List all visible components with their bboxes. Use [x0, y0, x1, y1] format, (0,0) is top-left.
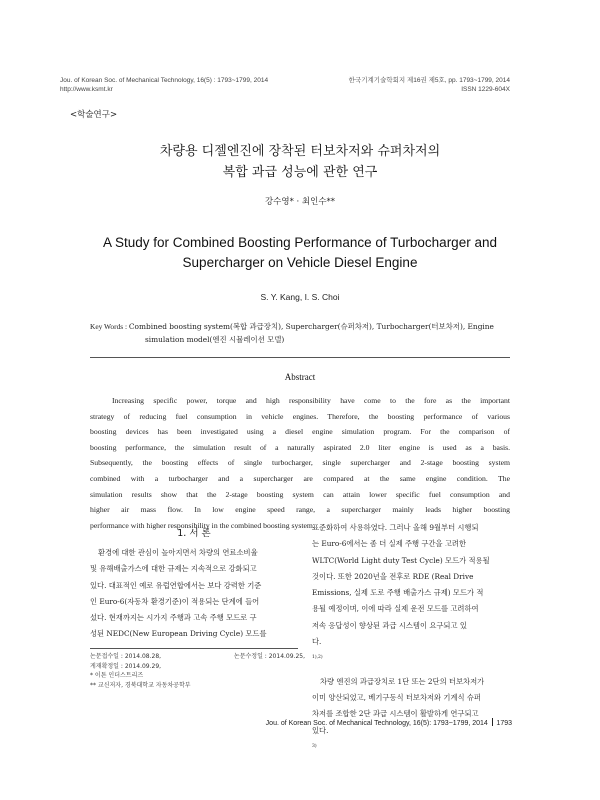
abstract-line: strategy of reducing fuel consumption in vehicle engines. Therefore, the boosting performance of various — [90, 411, 510, 421]
footnote-dates-row — [90, 652, 305, 662]
keywords-text-1: Combined boosting system(복합 과급장치), Supercharger(슈퍼차저), Turbocharger(터보차저), Engine — [128, 322, 494, 331]
keywords-label: Key Words : — [90, 322, 129, 331]
body-line: WLTC(World Light duty Test Cycle) 모드가 적용될 — [312, 555, 490, 565]
english-title — [0, 233, 600, 273]
body-line — [312, 634, 512, 668]
english-title-line1: A Study for Combined Boosting Performance of Turbocharger and — [103, 235, 497, 250]
abstract-line: combined with a turbocharger and a supercharger are compared at the same engine condition. The — [90, 473, 510, 483]
page-number: 1793 — [496, 720, 512, 727]
body-line: 성된 NEDC(New European Driving Cycle) 모드를 — [90, 629, 267, 639]
abstract-line: Subsequently, the boosting effects of single turbocharger, single supercharger and 2-stage boosting system — [90, 458, 510, 468]
body-line: Emissions, 실제 도로 주행 배출가스 규제) 모드가 적 — [312, 588, 484, 598]
body-line: 있다. 대표적인 예로 유럽연합에서는 보다 강력한 기준 — [90, 580, 262, 590]
section-title: 1. 서 론 — [177, 528, 211, 539]
revised-date: 논문수정일 : 2014.09.25, — [233, 653, 305, 660]
footnote-divider — [90, 648, 298, 649]
journal-url[interactable]: http://www.ksmt.kr — [60, 86, 113, 93]
author1-affiliation: * 이튼 인더스트리즈 — [90, 672, 144, 680]
body-line: 환경에 대한 관심이 높아지면서 차량의 연료소비율 — [98, 548, 258, 557]
abstract-body — [90, 393, 510, 533]
body-line: 이미 양산되었고, 베기구동식 터보차저와 기계식 슈퍼 — [312, 692, 481, 702]
abstract-line: simulation results show that the 2-stage boosting system can attain lower specific fuel consumption and — [90, 489, 510, 499]
body-line: 차저를 조합한 2단 과급 시스템이 활발하게 연구되고 — [312, 709, 479, 719]
keywords-line2: simulation model(엔진 시뮬레이션 모델) — [145, 335, 285, 344]
body-line: 것이다. 또한 2020년을 전후로 RDE (Real Drive — [312, 571, 474, 581]
korean-title — [0, 141, 600, 183]
body-line: 인 Euro-6(자동차 환경기준)이 적용되는 단계에 들어 — [90, 596, 260, 606]
received-date: 논문접수일 : 2014.08.28, — [90, 653, 162, 660]
footer-citation: Jou. of Korean Soc. of Mechanical Technology, 16(5): 1793~1799, 2014 — [265, 720, 488, 727]
journal-header-right — [349, 76, 510, 94]
keywords — [90, 320, 520, 346]
journal-citation-korean: 한국기계기술학회지 제16권 제5호, pp. 1793~1799, 2014 — [348, 77, 510, 84]
korean-title-line1: 차량용 디젤엔진에 장착된 터보차저와 슈퍼차저의 — [159, 144, 441, 159]
journal-citation: Jou. of Korean Soc. of Mechanical Technology, 16(5) : 1793~1799, 2014 — [60, 77, 269, 84]
body-left-column — [90, 545, 298, 643]
author2-affiliation: ** 교신저자, 경북대학교 자동차공학부 — [90, 681, 191, 689]
body-line: 및 유해배출가스에 대한 규제는 지속적으로 강화되고 — [90, 564, 257, 574]
page-footer — [266, 718, 512, 727]
body-line: 차량 엔진의 과급장치로 1단 또는 2단의 터보차저가 — [320, 676, 485, 686]
keywords-line1 — [90, 320, 520, 333]
body-line: 용될 예정이며, 이에 따라 실제 운전 모드를 고려하여 — [312, 604, 479, 614]
reference-marker[interactable]: 3) — [312, 743, 317, 749]
reference-marker[interactable]: 1),2) — [312, 655, 323, 661]
abstract-line: boosting devices has been investigated using a diesel engine simulation program. For the comparison of — [90, 427, 510, 437]
body-line: 는 Euro-6에서는 좀 더 실제 주행 구간을 고려한 — [312, 539, 467, 549]
issn: ISSN 1229-604X — [461, 86, 510, 93]
english-authors: S. Y. Kang, I. S. Choi — [260, 292, 340, 302]
journal-header-left — [60, 76, 268, 94]
body-line: 표준화하여 사용하였다. 그러나 올해 9월부터 시행되 — [312, 523, 479, 532]
footer-separator — [492, 718, 494, 726]
abstract-divider — [90, 357, 510, 358]
body-line: 저속 응답성이 향상된 과급 시스템이 요구되고 있 — [312, 620, 467, 630]
abstract-line: performance with higher responsibility in the combined boosting system. — [90, 520, 315, 530]
korean-authors: 강수영* · 최인수** — [264, 197, 336, 207]
body-line — [312, 723, 512, 757]
abstract-line: higher air mass flow. In low engine speed range, a supercharger mainly leads higher boosting — [90, 505, 510, 515]
accepted-date: 게재확정일 : 2014.09.29, — [90, 662, 162, 670]
abstract-line: boosting performance, the simulation result of a naturally aspirated 2.0 liter engine is used as a basis. — [90, 442, 510, 452]
body-line: 섰다. 현재까지는 시가지 주행과 고속 주행 모드로 구 — [90, 613, 257, 623]
body-text: 있다. — [312, 725, 329, 735]
body-text: 다. — [312, 637, 322, 647]
korean-title-line2: 복합 과급 성능에 관한 연구 — [222, 165, 378, 180]
english-title-line2: Supercharger on Vehicle Diesel Engine — [182, 255, 418, 270]
abstract-line: Increasing specific power, torque and high responsibility have come to the fore as the important — [112, 396, 510, 405]
footnotes — [90, 652, 305, 690]
article-category: <학술연구> — [70, 110, 118, 120]
abstract-heading: Abstract — [284, 372, 316, 382]
